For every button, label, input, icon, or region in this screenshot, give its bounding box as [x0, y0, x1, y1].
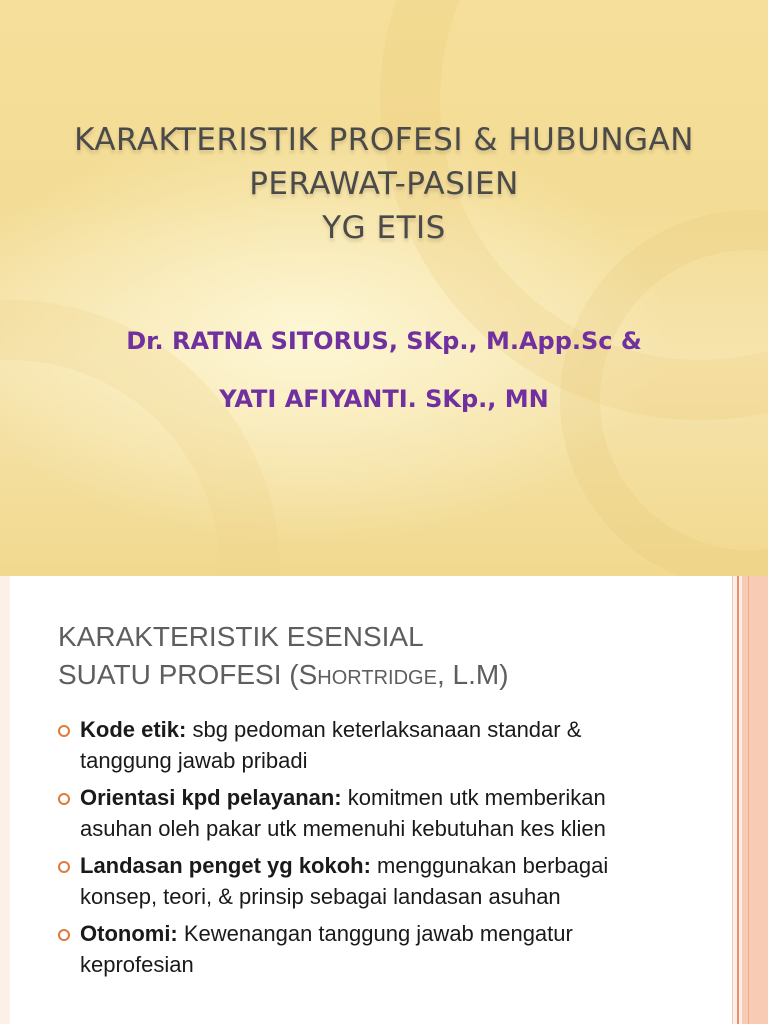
title-line: YG ETIS — [322, 210, 446, 246]
author-line: Dr. RATNA SITORUS, SKp., M.App.Sc & — [126, 327, 642, 355]
slide-heading — [58, 618, 718, 694]
slide-content-panel — [10, 576, 733, 1024]
slide-title — [0, 118, 768, 250]
bullet-term: Landasan penget yg kokoh: — [80, 853, 371, 878]
decorative-stripe — [748, 576, 749, 1024]
bullet-list — [58, 714, 678, 986]
bullet-text: komitmen utk memberikan asuhan oleh pakar utk memenuhi kebutuhan kes klien — [80, 785, 606, 841]
ring-bullet-icon — [58, 725, 70, 737]
title-line: PERAWAT-PASIEN — [249, 166, 519, 202]
bullet-text: sbg pedoman keterlaksanaan standar & tanggung jawab pribadi — [80, 717, 582, 773]
heading-line: KARAKTERISTIK ESENSIAL — [58, 621, 424, 652]
list-item — [58, 782, 678, 844]
ring-bullet-icon — [58, 929, 70, 941]
bullet-term: Otonomi: — [80, 921, 178, 946]
decorative-stripe — [737, 576, 739, 1024]
bullet-text: Kewenangan tanggung jawab mengatur keprofesian — [80, 921, 573, 977]
bullet-text: menggunakan berbagai konsep, teori, & prinsip sebagai landasan asuhan — [80, 853, 609, 909]
bullet-term: Kode etik: — [80, 717, 187, 742]
heading-text: SUATU PROFESI ( — [58, 659, 299, 690]
author-line: YATI AFIYANTI. SKp., MN — [219, 385, 549, 413]
bullet-term: Orientasi kpd pelayanan: — [80, 785, 342, 810]
list-item — [58, 714, 678, 776]
heading-author: Shortridge — [298, 659, 437, 690]
ring-bullet-icon — [58, 861, 70, 873]
heading-line — [58, 656, 718, 694]
list-item — [58, 850, 678, 912]
content-slide — [0, 576, 768, 1024]
heading-text-end: , L.M) — [436, 659, 509, 690]
ring-bullet-icon — [58, 793, 70, 805]
title-line: KARAKTERISTIK PROFESI & HUBUNGAN — [74, 122, 694, 158]
decorative-stripe — [742, 576, 768, 1024]
list-item — [58, 918, 678, 980]
slide-authors — [0, 312, 768, 428]
